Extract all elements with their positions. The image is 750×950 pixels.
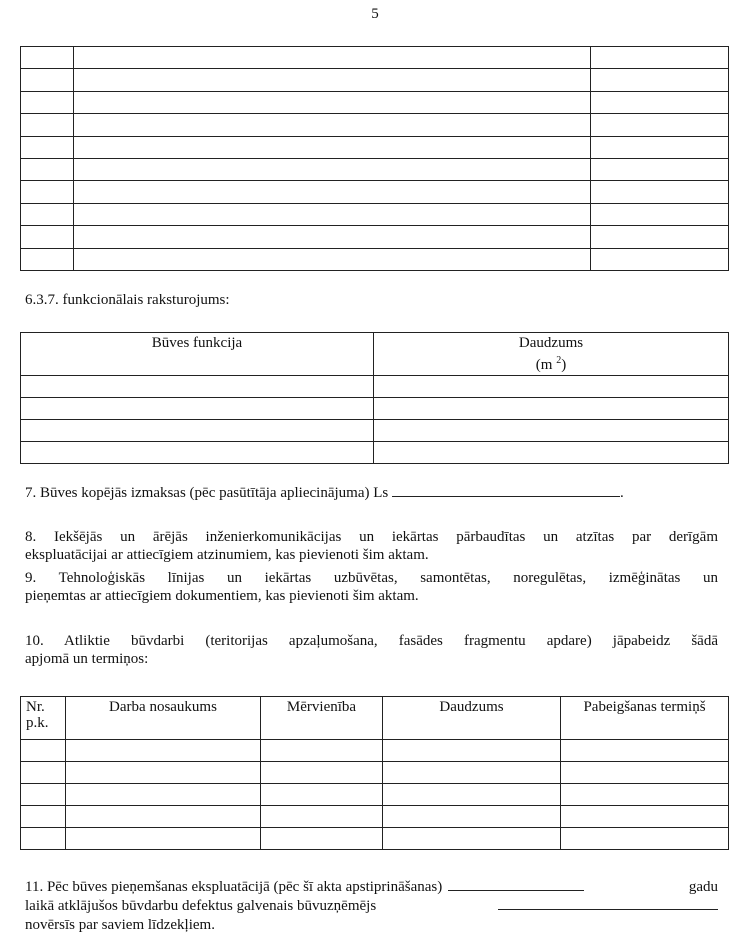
contractor-blank-field[interactable]: [498, 897, 718, 910]
table-cell[interactable]: [74, 114, 591, 136]
table-row: [21, 114, 729, 136]
table-cell[interactable]: [21, 69, 74, 91]
item-11-line-2: [25, 897, 718, 916]
header-deadline: Pabeigšanas termiņš: [561, 697, 729, 740]
table-cell[interactable]: [383, 762, 561, 784]
item-9-line-1: 9. Tehnoloģiskās līnijas un iekārtas uzbūvētas, samontētas, noregulētas, izmēģinātas un: [25, 570, 718, 586]
table-cell[interactable]: [66, 828, 261, 850]
table-cell[interactable]: [66, 762, 261, 784]
table-cell[interactable]: [21, 136, 74, 158]
header-quantity: [374, 333, 729, 376]
table-row: [21, 248, 729, 270]
table-header-row: [21, 697, 729, 740]
table-cell[interactable]: [561, 762, 729, 784]
table-cell[interactable]: [66, 806, 261, 828]
table-cell[interactable]: [74, 47, 591, 69]
cost-blank-field[interactable]: [392, 484, 620, 497]
table-row: [21, 828, 729, 850]
header-work-name: Darba nosaukums: [66, 697, 261, 740]
item-10-line-1: 10. Atliktie būvdarbi (teritorijas apzaļumošana, fasādes fragmentu apdare) jāpabeidz šādā: [25, 633, 718, 649]
table-cell[interactable]: [374, 420, 729, 442]
table-cell[interactable]: [66, 740, 261, 762]
table-cell[interactable]: [383, 806, 561, 828]
item-11-line-1-start: 11. Pēc būves pieņemšanas ekspluatācijā (pēc šī akta apstiprināšanas): [25, 879, 443, 895]
unit-sup: 2: [556, 355, 562, 366]
table-cell[interactable]: [261, 828, 383, 850]
table-row: [21, 136, 729, 158]
item-8-line-1: 8. Iekšējās un ārējās inženierkomunikācijas un iekārtas pārbaudītas un atzītas par derīgām: [25, 529, 718, 545]
header-function: [21, 333, 374, 376]
table-cell[interactable]: [591, 248, 729, 270]
item-11-line-1: [25, 878, 718, 897]
table-cell[interactable]: [21, 91, 74, 113]
functional-table: [20, 332, 729, 464]
table-cell[interactable]: [74, 158, 591, 180]
unit-text: (m: [535, 357, 553, 373]
table-cell[interactable]: [21, 784, 66, 806]
table-row: [21, 420, 729, 442]
table-cell[interactable]: [21, 828, 66, 850]
table-cell[interactable]: [261, 806, 383, 828]
header-nr-line-2: p.k.: [26, 715, 49, 731]
table-cell[interactable]: [591, 91, 729, 113]
section-637-label: 6.3.7. funkcionālais raksturojums:: [25, 292, 230, 308]
table-cell[interactable]: [374, 398, 729, 420]
header-unit: Mērvienība: [261, 697, 383, 740]
item-7-end: .: [619, 485, 624, 501]
item-10: [25, 632, 718, 668]
header-nr: [21, 697, 66, 740]
table-cell[interactable]: [591, 181, 729, 203]
table-cell[interactable]: [591, 69, 729, 91]
table-cell[interactable]: [561, 828, 729, 850]
table-cell[interactable]: [591, 47, 729, 69]
table-cell[interactable]: [591, 226, 729, 248]
table-cell[interactable]: [21, 442, 374, 464]
table-row: [21, 91, 729, 113]
table-cell[interactable]: [21, 248, 74, 270]
table-cell[interactable]: [74, 248, 591, 270]
table-cell[interactable]: [591, 158, 729, 180]
table-row: [21, 442, 729, 464]
header-quantity-label: Daudzums: [518, 335, 584, 351]
table-header-row: [21, 333, 729, 376]
table-cell[interactable]: [383, 828, 561, 850]
table-cell[interactable]: [383, 784, 561, 806]
item-11: [25, 878, 718, 935]
table-cell[interactable]: [74, 91, 591, 113]
item-11-line-2-start: laikā atklājušos būvdarbu defektus galvenais būvuzņēmējs: [25, 898, 377, 914]
continued-table: [20, 46, 729, 271]
table-cell[interactable]: [74, 136, 591, 158]
table-cell[interactable]: [74, 203, 591, 225]
table-cell[interactable]: [21, 806, 66, 828]
header-quantity-unit: [374, 352, 728, 374]
table-cell[interactable]: [74, 181, 591, 203]
table-cell[interactable]: [74, 226, 591, 248]
table-row: [21, 762, 729, 784]
table-row: [21, 203, 729, 225]
table-cell[interactable]: [261, 762, 383, 784]
item-10-line-2: apjomā un termiņos:: [25, 651, 149, 667]
table-cell[interactable]: [21, 47, 74, 69]
table-row: [21, 158, 729, 180]
item-9-line-2: pieņemtas ar attiecīgiem dokumentiem, kas pievienoti šim aktam.: [25, 588, 419, 604]
page-number: 5: [371, 6, 379, 22]
table-row: [21, 69, 729, 91]
table-row: [21, 47, 729, 69]
table-row: [21, 740, 729, 762]
header-nr-line-1: Nr.: [26, 699, 45, 715]
table-cell[interactable]: [21, 203, 74, 225]
table-cell[interactable]: [261, 784, 383, 806]
item-8: [25, 528, 718, 564]
table-cell[interactable]: [591, 136, 729, 158]
table-row: [21, 806, 729, 828]
table-cell[interactable]: [21, 740, 66, 762]
table-cell[interactable]: [74, 69, 591, 91]
unit-close: ): [561, 357, 567, 373]
table-cell[interactable]: [21, 762, 66, 784]
table-cell[interactable]: [561, 806, 729, 828]
table-cell[interactable]: [561, 784, 729, 806]
table-cell[interactable]: [66, 784, 261, 806]
table-cell[interactable]: [21, 398, 374, 420]
table-cell[interactable]: [21, 376, 374, 398]
table-row: [21, 181, 729, 203]
header-quantity: Daudzums: [383, 697, 561, 740]
item-8-line-2: ekspluatācijai ar attiecīgiem atzinumiem, kas pievienoti šim aktam.: [25, 547, 429, 563]
table-cell[interactable]: [374, 442, 729, 464]
table-cell[interactable]: [21, 181, 74, 203]
table-row: [21, 226, 729, 248]
header-function-label: Būves funkcija: [151, 335, 243, 351]
item-11-line-3: novērsīs par saviem līdzekļiem.: [25, 917, 215, 933]
table-cell[interactable]: [591, 114, 729, 136]
table-cell[interactable]: [383, 740, 561, 762]
table-cell[interactable]: [374, 376, 729, 398]
table-cell[interactable]: [21, 158, 74, 180]
table-cell[interactable]: [21, 114, 74, 136]
table-cell[interactable]: [21, 226, 74, 248]
table-cell[interactable]: [591, 203, 729, 225]
item-11-line-1-end: gadu: [688, 879, 718, 895]
table-cell[interactable]: [21, 420, 374, 442]
item-7: [25, 484, 624, 502]
table-row: [21, 398, 729, 420]
table-row: [21, 376, 729, 398]
table-cell[interactable]: [561, 740, 729, 762]
table-row: [21, 784, 729, 806]
deferred-works-table: [20, 696, 729, 850]
period-blank-field[interactable]: [448, 878, 584, 891]
item-7-text: 7. Būves kopējās izmaksas (pēc pasūtītāja apliecinājuma) Ls: [25, 485, 389, 501]
item-9: [25, 569, 718, 605]
table-cell[interactable]: [261, 740, 383, 762]
